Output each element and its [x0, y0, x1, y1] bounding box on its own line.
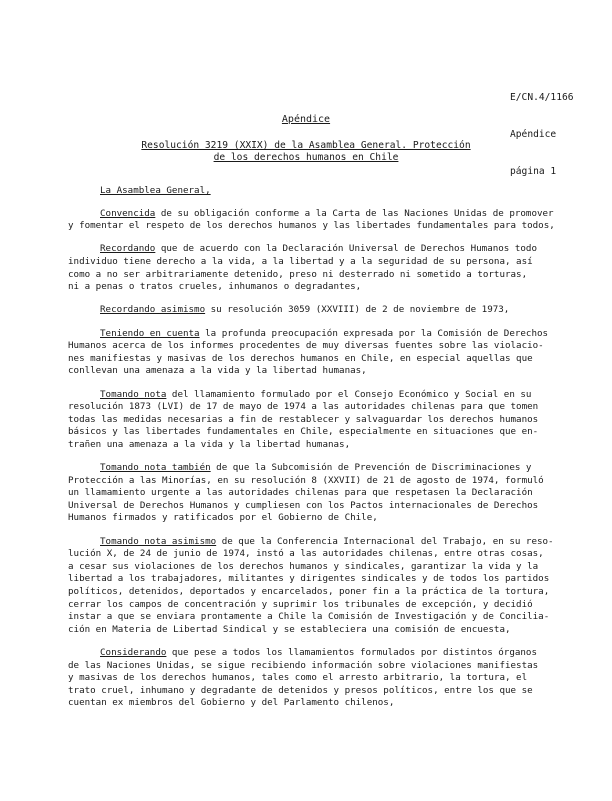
preamble-paragraph: [68, 304, 602, 317]
preamble-paragraph: [68, 389, 602, 452]
paragraph-line: nes manifiestas y masivas de los derechos humanos en Chile, en especial aquellas que: [68, 352, 533, 364]
paragraph-line: Humanos acerca de los informes procedentes de muy diversas fuentes sobre las violacio-: [68, 340, 544, 352]
paragraph-lead-phrase: Tomando nota: [100, 388, 167, 400]
paragraph-line: Universal de Derechos Humanos y cumpliesen con los Pactos internacionales de Derechos: [68, 499, 539, 511]
page-number: página 1: [510, 166, 557, 178]
paragraph-line: ción en Materia de Libertad Sindical y se estableciera una comisión de encuesta,: [68, 623, 511, 635]
paragraph-line: lución X, de 24 de junio de 1974, instó a las autoridades chilenas, entre otras cosas,: [68, 548, 544, 560]
paragraph-line: ni a penas o tratos crueles, inhumanos o degradantes,: [68, 281, 362, 293]
resolution-title: [0, 140, 612, 165]
paragraph-line: y masivas de los derechos humanos, tales como el arresto arbitrario, la tortura, el: [68, 672, 528, 684]
paragraph-line: Protección a las Minorías, en su resolución 8 (XXVII) de 21 de agosto de 1974, formuló: [68, 474, 544, 486]
paragraph-lead-phrase: Tomando nota asimismo: [100, 535, 217, 547]
paragraph-line: cerrar los campos de concentración y suprimir los tribunales de excepción, y decidió: [68, 598, 533, 610]
paragraph-line: políticos, detenidos, deportados y encarcelados, poner fin a la práctica de la tortura,: [68, 586, 550, 597]
paragraph-line: trato cruel, inhumano y degradante de detenidos y presos políticos, entre los que se: [68, 684, 533, 696]
paragraph-line: todas las medidas necesarias a fin de restablecer y salvaguardar los derechos humanos: [68, 413, 539, 425]
document-body: [68, 185, 602, 721]
paragraph-line: trañen una amenaza a la vida y la libertad humanas,: [68, 438, 351, 450]
paragraph-line: de las Naciones Unidas, se sigue recibiendo información sobre violaciones manifiestas: [68, 659, 539, 671]
paragraph-first-line-text: que de acuerdo con la Declaración Universal de Derechos Humanos todo: [155, 243, 537, 255]
document-symbol: E/CN.4/1166: [510, 91, 574, 103]
paragraph-line: cuentan ex miembros del Gobierno y del Parlamento chilenos,: [68, 697, 395, 709]
paragraph-first-line: [68, 243, 602, 256]
paragraph-line: y fomentar el respeto de los derechos humanos y las libertades fundamentales para todos,: [68, 220, 555, 232]
preamble-paragraph: [68, 208, 602, 233]
preamble-paragraph: [68, 328, 602, 378]
paragraph-line: a cesar sus violaciones de los derechos humanos y sindicales, garantizar la vida y la: [68, 560, 539, 572]
paragraph-lead-phrase: Considerando: [100, 646, 167, 658]
preamble-paragraph: [68, 462, 602, 525]
paragraph-list: [68, 208, 602, 710]
paragraph-first-line: [68, 304, 602, 317]
paragraph-lead-phrase: Convencida: [100, 207, 156, 219]
paragraph-first-line-text: la profunda preocupación expresada por la Comisión de Derechos: [199, 327, 549, 339]
resolution-title-line: de los derechos humanos en Chile: [213, 152, 399, 164]
paragraph-first-line: [68, 328, 602, 341]
paragraph-lead-phrase: Recordando asimismo: [100, 304, 206, 316]
paragraph-first-line: [68, 389, 602, 402]
paragraph-line: básicos y las libertades fundamentales en Chile, especialmente en situaciones que en-: [68, 426, 539, 438]
paragraph-first-line-text: del llamamiento formulado por el Consejo Económico y Social en su: [166, 388, 532, 400]
paragraph-lead-phrase: Recordando: [100, 243, 156, 255]
paragraph-first-line-text: su resolución 3059 (XXVIII) de 2 de noviembre de 1973,: [205, 304, 510, 316]
paragraph-line: conllevan una amenaza a la vida y la libertad humanas,: [68, 365, 367, 377]
paragraph-first-line: [68, 647, 602, 660]
paragraph-first-line-text: de su obligación conforme a la Carta de las Naciones Unidas de promover: [155, 207, 554, 219]
resolution-title-line: Resolución 3219 (XXIX) de la Asamblea General. Protección: [141, 140, 471, 151]
paragraph-line: un llamamiento urgente a las autoridades chilenas para que respetasen la Declaración: [68, 487, 533, 499]
paragraph-first-line: [68, 462, 602, 475]
paragraph-line: como a no ser arbitrariamente detenido, preso ni desterrado ni sometido a torturas,: [68, 268, 528, 280]
document-reference: [510, 67, 574, 203]
paragraph-line: Humanos firmados y ratificados por el Gobierno de Chile,: [68, 512, 378, 524]
paragraph-line: libertad a los trabajadores, militantes y dirigentes sindicales y de todos los partidos: [68, 573, 550, 585]
paragraph-lead-phrase: Tomando nota también: [100, 462, 211, 474]
paragraph-first-line-text: que pese a todos los llamamientos formulados por distintos órganos: [166, 646, 537, 658]
paragraph-line: individuo tiene derecho a la vida, a la libertad y a la seguridad de su persona, así: [68, 255, 533, 267]
preamble-paragraph: [68, 647, 602, 710]
paragraph-first-line: [68, 536, 602, 549]
preamble-paragraph: [68, 243, 602, 293]
paragraph-line: instar a que se enviara prontamente a Chile la Comisión de Investigación y de Concilia-: [68, 611, 550, 623]
paragraph-first-line: [68, 208, 602, 221]
paragraph-lead-phrase: Teniendo en cuenta: [100, 327, 200, 339]
assembly-heading: La Asamblea General,: [100, 185, 211, 196]
paragraph-first-line-text: de que la Conferencia Internacional del Trabajo, en su reso-: [216, 535, 554, 547]
paragraph-line: resolución 1873 (LVI) de 17 de mayo de 1974 a las autoridades chilenas para que tomen: [68, 401, 539, 413]
document-title: Apéndice: [281, 114, 331, 125]
paragraph-first-line-text: de que la Subcomisión de Prevención de Discriminaciones y: [210, 462, 532, 474]
appendix-label: Apéndice: [510, 129, 557, 141]
preamble-paragraph: [68, 536, 602, 637]
